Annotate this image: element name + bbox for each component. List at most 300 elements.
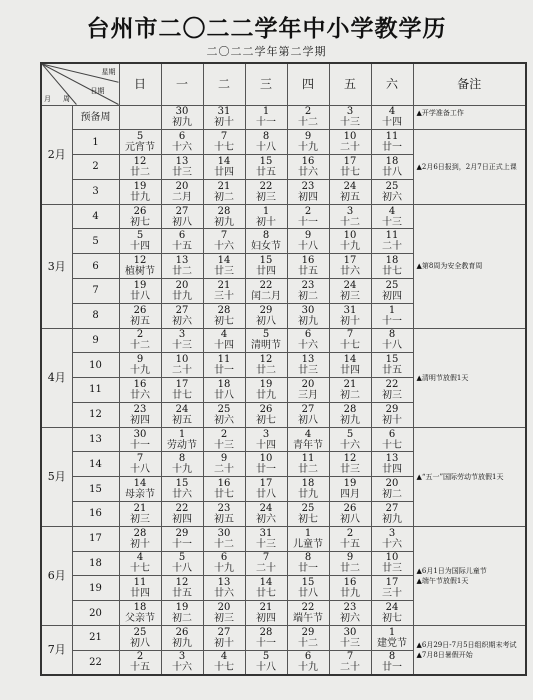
day-number: 7 xyxy=(136,453,144,465)
lunar-date: 廿六 xyxy=(214,588,234,600)
lunar-date: 闰二月 xyxy=(251,290,281,302)
day-cell xyxy=(329,204,371,229)
lunar-date: 廿五 xyxy=(172,588,192,600)
lunar-date: 初三 xyxy=(214,613,234,625)
day-cell xyxy=(119,502,161,527)
day-cell xyxy=(371,378,413,403)
lunar-date: 初三 xyxy=(256,191,276,203)
week-number: 17 xyxy=(72,526,119,551)
day-number: 20 xyxy=(175,279,189,291)
day-cell xyxy=(329,179,371,204)
lunar-date: 廿一 xyxy=(214,365,234,377)
day-cell xyxy=(119,551,161,576)
lunar-date: 十五 xyxy=(130,662,150,674)
day-number: 2 xyxy=(346,527,354,539)
day-cell xyxy=(245,105,287,130)
lunar-date: 十九 xyxy=(130,365,150,377)
day-cell xyxy=(161,229,203,254)
lunar-date: 十八 xyxy=(256,662,276,674)
day-number: 20 xyxy=(175,180,189,192)
day-number: 23 xyxy=(217,502,231,514)
lunar-date: 初三 xyxy=(130,513,150,525)
lunar-date: 十七 xyxy=(130,563,150,575)
day-number: 15 xyxy=(259,155,273,167)
lunar-date: 儿童节 xyxy=(293,538,323,550)
week-number: 14 xyxy=(72,452,119,477)
day-cell-empty xyxy=(119,105,161,130)
day-number: 21 xyxy=(259,602,273,614)
day-number: 3 xyxy=(262,428,270,440)
day-number: 5 xyxy=(136,230,144,242)
day-cell xyxy=(161,378,203,403)
lunar-date: 初六 xyxy=(382,191,402,203)
day-cell xyxy=(203,278,245,303)
day-number: 26 xyxy=(133,205,147,217)
day-number: 15 xyxy=(175,478,189,490)
corner-label-week: 周 xyxy=(63,94,70,103)
day-cell xyxy=(203,155,245,180)
day-number: 23 xyxy=(301,180,315,192)
lunar-date: 初九 xyxy=(340,414,360,426)
lunar-date: 初七 xyxy=(382,613,402,625)
month-label: 4月 xyxy=(41,328,72,427)
lunar-date: 十九 xyxy=(298,142,318,154)
day-cell xyxy=(119,155,161,180)
lunar-date: 十七 xyxy=(382,439,402,451)
day-number: 2 xyxy=(136,329,144,341)
day-number: 9 xyxy=(220,453,228,465)
day-cell xyxy=(245,353,287,378)
lunar-date: 十三 xyxy=(340,117,360,129)
day-cell xyxy=(329,576,371,601)
day-cell xyxy=(287,229,329,254)
week-row xyxy=(41,204,526,229)
lunar-date: 廿五 xyxy=(382,365,402,377)
day-cell xyxy=(287,328,329,353)
lunar-date: 初十 xyxy=(340,315,360,327)
day-cell xyxy=(371,105,413,130)
day-number: 21 xyxy=(217,279,231,291)
day-number: 17 xyxy=(385,577,399,589)
lunar-date: 廿二 xyxy=(340,563,360,575)
day-number: 22 xyxy=(175,502,189,514)
day-cell xyxy=(287,155,329,180)
day-cell xyxy=(203,601,245,626)
day-cell xyxy=(245,427,287,452)
day-cell xyxy=(161,254,203,279)
lunar-date: 初三 xyxy=(340,290,360,302)
day-number: 5 xyxy=(262,651,270,663)
day-number: 4 xyxy=(220,329,228,341)
month-label: 7月 xyxy=(41,625,72,675)
week-row xyxy=(41,625,526,650)
day-cell xyxy=(119,278,161,303)
day-cell xyxy=(371,427,413,452)
day-cell xyxy=(329,551,371,576)
lunar-date: 十二 xyxy=(130,340,150,352)
day-cell xyxy=(329,526,371,551)
week-number: 预备周 xyxy=(72,105,119,130)
day-number: 25 xyxy=(133,626,147,638)
day-number: 26 xyxy=(175,626,189,638)
day-cell xyxy=(329,625,371,650)
day-cell xyxy=(329,502,371,527)
day-number: 22 xyxy=(259,279,273,291)
lunar-date: 初四 xyxy=(172,513,192,525)
day-cell xyxy=(161,477,203,502)
lunar-date: 初六 xyxy=(340,613,360,625)
lunar-date: 廿八 xyxy=(298,588,318,600)
day-number: 7 xyxy=(346,651,354,663)
day-cell xyxy=(245,650,287,675)
day-number: 24 xyxy=(343,279,357,291)
day-cell xyxy=(329,477,371,502)
day-cell xyxy=(203,378,245,403)
lunar-date: 廿二 xyxy=(172,266,192,278)
day-cell xyxy=(329,155,371,180)
lunar-date: 清明节 xyxy=(251,340,281,352)
day-cell xyxy=(161,278,203,303)
day-cell xyxy=(119,179,161,204)
day-cell xyxy=(161,130,203,155)
day-number: 30 xyxy=(301,304,315,316)
lunar-date: 二十 xyxy=(382,241,402,253)
day-number: 9 xyxy=(304,131,312,143)
day-cell xyxy=(329,353,371,378)
lunar-date: 十七 xyxy=(340,340,360,352)
day-number: 16 xyxy=(343,577,357,589)
lunar-date: 十一 xyxy=(256,117,276,129)
month-label: 5月 xyxy=(41,427,72,526)
day-number: 10 xyxy=(385,552,399,564)
lunar-date: 初十 xyxy=(214,117,234,129)
day-number: 16 xyxy=(133,378,147,390)
day-cell xyxy=(329,452,371,477)
week-number: 16 xyxy=(72,502,119,527)
day-cell xyxy=(161,204,203,229)
day-number: 23 xyxy=(343,602,357,614)
day-cell xyxy=(287,353,329,378)
note-cell: ▲2月6日报到，2月7日正式上课 xyxy=(413,130,526,204)
lunar-date: 廿九 xyxy=(172,290,192,302)
day-number: 21 xyxy=(343,378,357,390)
lunar-date: 父亲节 xyxy=(125,613,155,625)
week-number: 8 xyxy=(72,303,119,328)
day-number: 6 xyxy=(304,329,312,341)
lunar-date: 十八 xyxy=(130,464,150,476)
day-cell xyxy=(203,328,245,353)
day-number: 5 xyxy=(262,329,270,341)
week-number: 18 xyxy=(72,551,119,576)
lunar-date: 初五 xyxy=(340,191,360,203)
day-cell xyxy=(161,502,203,527)
lunar-date: 廿三 xyxy=(340,464,360,476)
month-label: 3月 xyxy=(41,204,72,328)
day-number: 26 xyxy=(133,304,147,316)
day-cell xyxy=(371,576,413,601)
lunar-date: 十七 xyxy=(214,142,234,154)
lunar-date: 廿二 xyxy=(130,166,150,178)
day-number: 22 xyxy=(385,378,399,390)
day-number: 14 xyxy=(343,354,357,366)
lunar-date: 初三 xyxy=(382,389,402,401)
lunar-date: 初九 xyxy=(382,513,402,525)
week-number: 3 xyxy=(72,179,119,204)
day-number: 17 xyxy=(343,255,357,267)
header-corner xyxy=(41,63,119,105)
calendar-table xyxy=(40,62,527,676)
day-cell xyxy=(203,179,245,204)
semester-subtitle: 二〇二二学年第二学期 xyxy=(206,45,327,58)
day-number: 2 xyxy=(136,651,144,663)
day-number: 19 xyxy=(133,279,147,291)
lunar-date: 十八 xyxy=(172,563,192,575)
day-cell xyxy=(371,650,413,675)
day-number: 28 xyxy=(133,527,147,539)
day-number: 17 xyxy=(343,155,357,167)
day-cell xyxy=(245,502,287,527)
day-cell xyxy=(203,576,245,601)
lunar-date: 初二 xyxy=(382,489,402,501)
day-cell xyxy=(245,576,287,601)
day-cell xyxy=(161,105,203,130)
day-cell xyxy=(245,303,287,328)
day-cell xyxy=(287,502,329,527)
lunar-date: 十九 xyxy=(172,464,192,476)
note-cell: ▲清明节放假1天 xyxy=(413,328,526,427)
day-cell xyxy=(203,477,245,502)
day-cell xyxy=(245,204,287,229)
day-number: 24 xyxy=(259,502,273,514)
lunar-date: 二月 xyxy=(172,191,192,203)
lunar-date: 十三 xyxy=(172,340,192,352)
day-cell xyxy=(203,130,245,155)
calendar-body xyxy=(41,105,526,675)
day-number: 21 xyxy=(133,502,147,514)
day-cell xyxy=(119,353,161,378)
day-cell xyxy=(371,625,413,650)
day-number: 12 xyxy=(343,453,357,465)
day-number: 8 xyxy=(178,453,186,465)
day-cell xyxy=(119,204,161,229)
day-cell xyxy=(287,452,329,477)
day-cell xyxy=(203,402,245,427)
day-cell xyxy=(119,402,161,427)
page-title: 台州市二〇二二学年中小学教学历 xyxy=(86,16,447,42)
day-number: 12 xyxy=(175,577,189,589)
day-number: 4 xyxy=(220,651,228,663)
lunar-date: 四月 xyxy=(340,489,360,501)
header-sat: 六 xyxy=(371,63,413,105)
day-number: 8 xyxy=(304,552,312,564)
lunar-date: 廿八 xyxy=(256,489,276,501)
lunar-date: 廿六 xyxy=(298,166,318,178)
day-cell xyxy=(161,402,203,427)
day-number: 20 xyxy=(385,478,399,490)
corner-label-date: 日期 xyxy=(90,87,105,95)
lunar-date: 廿二 xyxy=(256,365,276,377)
lunar-date: 十三 xyxy=(256,538,276,550)
day-cell xyxy=(161,625,203,650)
day-cell xyxy=(161,526,203,551)
day-number: 28 xyxy=(217,304,231,316)
lunar-date: 十一 xyxy=(298,216,318,228)
day-cell xyxy=(203,254,245,279)
day-cell xyxy=(119,625,161,650)
day-cell xyxy=(203,204,245,229)
week-number: 10 xyxy=(72,353,119,378)
corner-label-weekday: 星期 xyxy=(101,68,116,76)
lunar-date: 十二 xyxy=(298,117,318,129)
day-number: 20 xyxy=(301,378,315,390)
day-number: 19 xyxy=(259,378,273,390)
note-cell: ▲开学准备工作 xyxy=(413,105,526,130)
day-cell xyxy=(161,576,203,601)
day-cell xyxy=(245,229,287,254)
day-number: 29 xyxy=(301,626,315,638)
day-number: 29 xyxy=(259,304,273,316)
lunar-date: 廿八 xyxy=(130,290,150,302)
day-number: 30 xyxy=(217,527,231,539)
day-number: 6 xyxy=(178,230,186,242)
day-number: 11 xyxy=(133,577,147,589)
day-number: 10 xyxy=(343,230,357,242)
day-cell xyxy=(287,303,329,328)
lunar-date: 三月 xyxy=(298,389,318,401)
day-number: 13 xyxy=(385,453,399,465)
lunar-date: 母亲节 xyxy=(125,489,155,501)
day-number: 7 xyxy=(262,552,270,564)
lunar-date: 廿六 xyxy=(340,266,360,278)
week-number: 22 xyxy=(72,650,119,675)
lunar-date: 初八 xyxy=(130,637,150,649)
day-number: 26 xyxy=(259,403,273,415)
day-cell xyxy=(371,130,413,155)
lunar-date: 十六 xyxy=(172,662,192,674)
day-number: 25 xyxy=(217,403,231,415)
lunar-date: 廿三 xyxy=(382,563,402,575)
month-label: 6月 xyxy=(41,526,72,625)
day-cell xyxy=(287,576,329,601)
day-number: 10 xyxy=(175,354,189,366)
week-number: 7 xyxy=(72,278,119,303)
day-cell xyxy=(287,105,329,130)
lunar-date: 三十 xyxy=(214,290,234,302)
week-number: 5 xyxy=(72,229,119,254)
day-number: 4 xyxy=(136,552,144,564)
day-number: 31 xyxy=(343,304,357,316)
week-number: 21 xyxy=(72,625,119,650)
day-cell xyxy=(161,179,203,204)
lunar-date: 二十 xyxy=(256,563,276,575)
day-cell xyxy=(287,427,329,452)
day-number: 16 xyxy=(301,255,315,267)
day-number: 27 xyxy=(301,403,315,415)
lunar-date: 廿七 xyxy=(172,389,192,401)
week-row xyxy=(41,427,526,452)
day-number: 6 xyxy=(178,131,186,143)
lunar-date: 初五 xyxy=(130,315,150,327)
day-number: 24 xyxy=(385,602,399,614)
lunar-date: 廿七 xyxy=(382,266,402,278)
day-number: 17 xyxy=(175,378,189,390)
lunar-date: 廿一 xyxy=(256,464,276,476)
lunar-date: 青年节 xyxy=(293,439,323,451)
day-number: 1 xyxy=(388,626,396,638)
lunar-date: 初五 xyxy=(172,414,192,426)
day-number: 12 xyxy=(133,255,147,267)
day-number: 31 xyxy=(217,106,231,118)
day-cell xyxy=(245,179,287,204)
lunar-date: 二十 xyxy=(340,142,360,154)
month-label: 2月 xyxy=(41,105,72,204)
lunar-date: 十一 xyxy=(130,439,150,451)
header-notes: 备注 xyxy=(413,63,526,105)
day-cell xyxy=(371,278,413,303)
day-number: 15 xyxy=(301,577,315,589)
week-row xyxy=(41,105,526,130)
lunar-date: 十一 xyxy=(172,538,192,550)
day-number: 18 xyxy=(385,155,399,167)
day-cell xyxy=(161,328,203,353)
day-number: 15 xyxy=(385,354,399,366)
day-cell xyxy=(245,452,287,477)
lunar-date: 廿九 xyxy=(298,489,318,501)
lunar-date: 初二 xyxy=(298,290,318,302)
note-cell: ▲“五一”国际劳动节放假1天 xyxy=(413,427,526,526)
day-number: 2 xyxy=(304,205,312,217)
day-cell xyxy=(203,353,245,378)
day-number: 8 xyxy=(262,230,270,242)
lunar-date: 初二 xyxy=(214,191,234,203)
day-number: 25 xyxy=(301,502,315,514)
lunar-date: 初九 xyxy=(172,637,192,649)
lunar-date: 初七 xyxy=(256,414,276,426)
day-cell xyxy=(371,452,413,477)
day-cell xyxy=(371,502,413,527)
day-cell xyxy=(371,551,413,576)
day-number: 10 xyxy=(259,453,273,465)
day-cell xyxy=(287,526,329,551)
lunar-date: 初七 xyxy=(298,513,318,525)
lunar-date: 十四 xyxy=(214,340,234,352)
lunar-date: 十四 xyxy=(256,439,276,451)
lunar-date: 十一 xyxy=(256,637,276,649)
day-number: 9 xyxy=(304,230,312,242)
day-cell xyxy=(245,254,287,279)
day-cell xyxy=(119,477,161,502)
day-cell xyxy=(329,254,371,279)
lunar-date: 二十 xyxy=(172,365,192,377)
day-cell xyxy=(203,427,245,452)
day-cell xyxy=(119,130,161,155)
day-cell xyxy=(245,328,287,353)
lunar-date: 十三 xyxy=(214,439,234,451)
lunar-date: 初九 xyxy=(298,315,318,327)
day-cell xyxy=(287,650,329,675)
lunar-date: 廿六 xyxy=(130,389,150,401)
day-number: 18 xyxy=(217,378,231,390)
day-number: 29 xyxy=(175,527,189,539)
day-number: 18 xyxy=(385,255,399,267)
day-cell xyxy=(287,551,329,576)
day-cell xyxy=(119,576,161,601)
day-number: 13 xyxy=(217,577,231,589)
week-number: 12 xyxy=(72,402,119,427)
day-number: 29 xyxy=(385,403,399,415)
day-cell xyxy=(371,204,413,229)
lunar-date: 初七 xyxy=(214,315,234,327)
